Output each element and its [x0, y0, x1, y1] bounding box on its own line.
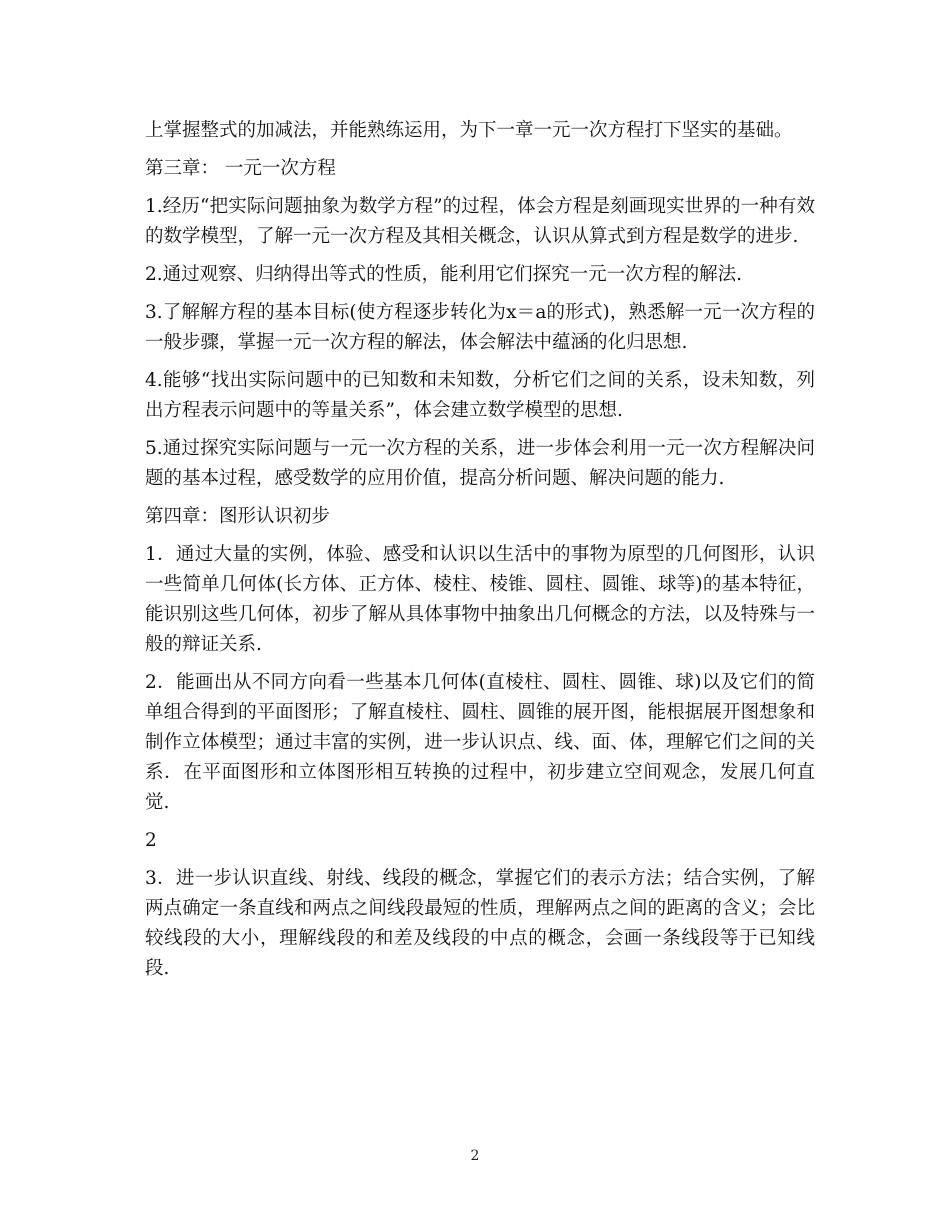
- page-footer-number: 2: [470, 1148, 480, 1164]
- chapter-3-item-5: 5.通过探究实际问题与一元一次方程的关系，进一步体会利用一元一次方程解决问题的基本过程，感受数学的应用价值，提高分析问题、解决问题的能力.: [145, 438, 815, 489]
- chapter-4-heading: 第四章：图形认识初步: [145, 506, 331, 527]
- chapter-3-item-3: 3.了解解方程的基本目标(使方程逐步转化为x＝a的形式)，熟悉解一元一次方程的一般步骤，掌握一元一次方程的解法，体会解法中蕴涵的化归思想.: [145, 302, 815, 353]
- chapter-3-item-1: 1.经历“把实际问题抽象为数学方程”的过程，体会方程是刻画现实世界的一种有效的数学模型，了解一元一次方程及其相关概念，认识从算式到方程是数学的进步.: [145, 196, 815, 247]
- chapter-4-item-3: 3．进一步认识直线、射线、线段的概念，掌握它们的表示方法；结合实例，了解两点确定一条直线和两点之间线段最短的性质，理解两点之间的距离的含义；会比较线段的大小，理解线段的和差及线段的中点的概念，会画一条线段等于已知线段.: [145, 868, 815, 979]
- chapter-3-heading: 第三章： 一元一次方程: [145, 158, 336, 179]
- paragraph-intro-continuation: 上掌握整式的加减法，并能熟练运用，为下一章一元一次方程打下坚实的基础。: [145, 120, 793, 141]
- chapter-4-item-2: 2．能画出从不同方向看一些基本几何体(直棱柱、圆柱、圆锥、球)以及它们的简单组合得到的平面图形；了解直棱柱、圆柱、圆锥的展开图，能根据展开图想象和制作立体模型；通过丰富的实例，进一步认识点、线、面、体，理解它们之间的关系．在平面图形和立体图形相互转换的过程中，初步建立空间观念，发展几何直觉.: [145, 672, 815, 813]
- inline-page-number: 2: [145, 830, 157, 851]
- page-body: [145, 116, 815, 992]
- chapter-3-item-4: 4.能够“找出实际问题中的已知数和未知数，分析它们之间的关系，设未知数，列出方程表示问题中的等量关系”，体会建立数学模型的思想.: [145, 370, 815, 421]
- chapter-4-item-1: 1．通过大量的实例，体验、感受和认识以生活中的事物为原型的几何图形，认识一些简单几何体(长方体、正方体、棱柱、棱锥、圆柱、圆锥、球等)的基本特征，能识别这些几何体，初步了解从具体事物中抽象出几何概念的方法，以及特殊与一般的辩证关系.: [145, 544, 815, 655]
- chapter-3-item-2: 2.通过观察、归纳得出等式的性质，能利用它们探究一元一次方程的解法.: [145, 264, 743, 285]
